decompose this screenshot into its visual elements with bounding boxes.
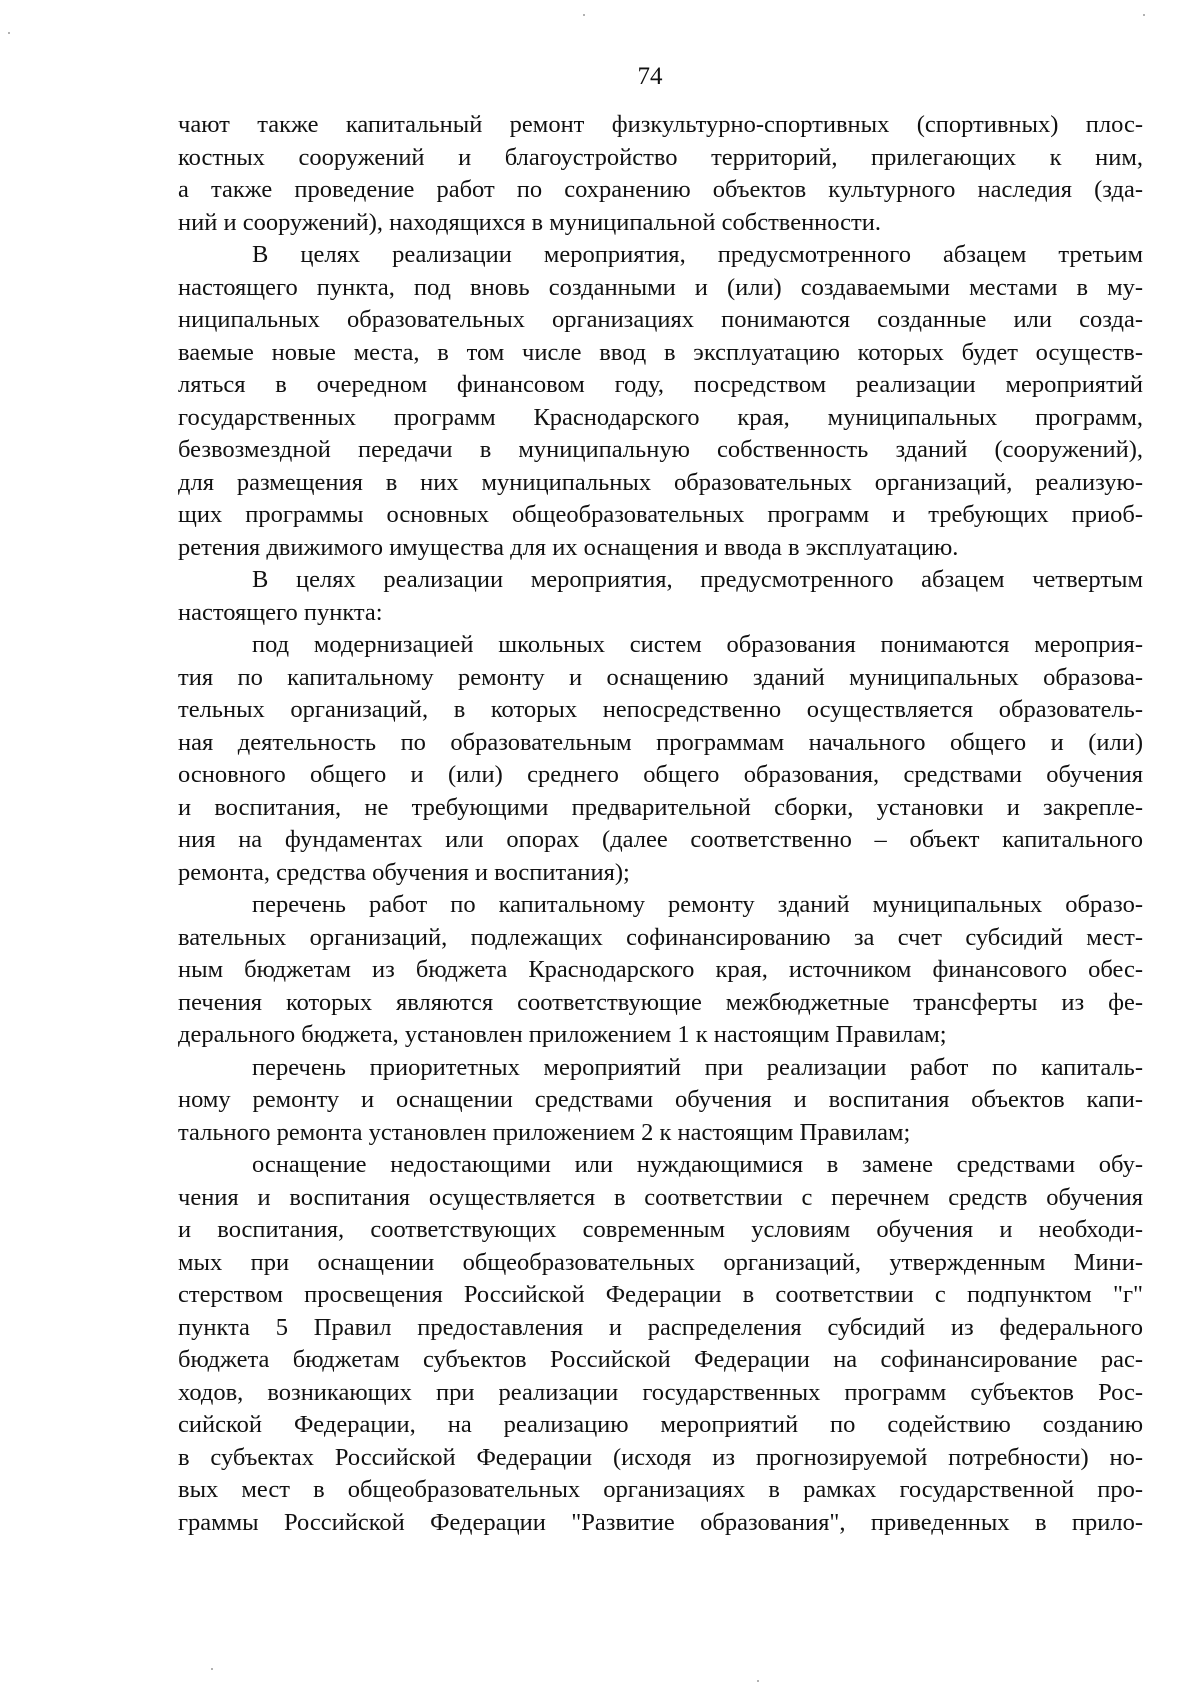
text-line: щих программы основных общеобразовательных программ и требующих приоб- (178, 501, 1143, 528)
text-line: государственных программ Краснодарского края, муниципальных программ, (178, 403, 1143, 431)
text-line: тельных организаций, в которых непосредственно осуществляется образователь- (178, 696, 1143, 723)
text-line: печения которых являются соответствующие межбюджетные трансферты из фе- (178, 988, 1143, 1016)
text-line: под модернизацией школьных систем образования понимаются мероприя- (252, 631, 1143, 658)
text-line: тального ремонта установлен приложением 2 к настоящим Правилам; (178, 1118, 911, 1146)
text-line: в субъектах Российской Федерации (исходя из прогнозируемой потребности) но- (178, 1443, 1143, 1471)
text-line: ная деятельность по образовательным программам начального общего и (или) (178, 728, 1143, 756)
text-line: ремонта, средства обучения и воспитания); (178, 858, 630, 886)
text-line: бюджета бюджетам субъектов Российской Федерации на софинансирование рас- (178, 1346, 1143, 1373)
text-line: перечень работ по капитальному ремонту зданий муниципальных образо- (252, 891, 1143, 918)
scan-speck (583, 14, 585, 16)
scan-speck (211, 1668, 213, 1670)
text-line: дерального бюджета, установлен приложением 1 к настоящим Правилам; (178, 1021, 947, 1048)
text-line: костных сооружений и благоустройство территорий, прилегающих к ним, (178, 143, 1143, 171)
text-line: чают также капитальный ремонт физкультурно-спортивных (спортивных) плос- (178, 111, 1143, 138)
text-line: основного общего и (или) среднего общего образования, средствами обучения (178, 761, 1143, 788)
scan-speck (8, 32, 10, 34)
text-line: для размещения в них муниципальных образовательных организаций, реализую- (178, 468, 1143, 496)
text-line: вых мест в общеобразовательных организациях в рамках государственной про- (178, 1476, 1143, 1503)
text-line: настоящего пункта, под вновь созданными и (или) создаваемыми местами в му- (178, 273, 1143, 301)
text-line: а также проведение работ по сохранению объектов культурного наследия (зда- (178, 176, 1143, 203)
text-line: и воспитания, не требующими предварительной сборки, установки и закрепле- (178, 793, 1143, 821)
text-line: ному ремонту и оснащении средствами обучения и воспитания объектов капи- (178, 1086, 1143, 1113)
scan-speck (1143, 14, 1145, 16)
page-number: 74 (637, 63, 663, 90)
scan-speck (757, 1680, 759, 1682)
text-line: В целях реализации мероприятия, предусмотренного абзацем четвертым (252, 566, 1143, 593)
text-line: стерством просвещения Российской Федерации в соответствии с подпунктом "г" (178, 1281, 1143, 1308)
text-line: пункта 5 Правил предоставления и распределения субсидий из федерального (178, 1313, 1143, 1341)
text-line: тия по капитальному ремонту и оснащению зданий муниципальных образова- (178, 663, 1143, 691)
text-line: ляться в очередном финансовом году, посредством реализации мероприятий (178, 371, 1143, 398)
text-line: В целях реализации мероприятия, предусмотренного абзацем третьим (252, 241, 1143, 268)
text-line: ретения движимого имущества для их оснащения и ввода в эксплуатацию. (178, 533, 959, 561)
document-body (178, 109, 1143, 1539)
text-line: граммы Российской Федерации "Развитие образования", приведенных в прило- (178, 1508, 1143, 1536)
text-line: сийской Федерации, на реализацию мероприятий по содействию созданию (178, 1411, 1143, 1438)
text-line: вательных организаций, подлежащих софинансированию за счет субсидий мест- (178, 923, 1143, 951)
text-line: ний и сооружений), находящихся в муниципальной собственности. (178, 208, 881, 236)
text-line: и воспитания, соответствующих современным условиям обучения и необходи- (178, 1216, 1143, 1243)
text-line: ным бюджетам из бюджета Краснодарского края, источником финансового обес- (178, 956, 1143, 983)
text-line: оснащение недостающими или нуждающимися в замене средствами обу- (252, 1151, 1143, 1178)
text-line: ходов, возникающих при реализации государственных программ субъектов Рос- (178, 1378, 1143, 1406)
text-line: настоящего пункта: (178, 598, 383, 626)
text-line: мых при оснащении общеобразовательных организаций, утвержденным Мини- (178, 1248, 1143, 1276)
text-line: ния на фундаментах или опорах (далее соответственно – объект капитального (178, 826, 1143, 853)
text-line: ваемые новые места, в том числе ввод в эксплуатацию которых будет осуществ- (178, 338, 1143, 366)
text-line: безвозмездной передачи в муниципальную собственность зданий (сооружений), (178, 436, 1143, 463)
text-line: перечень приоритетных мероприятий при реализации работ по капиталь- (252, 1053, 1143, 1081)
text-line: чения и воспитания осуществляется в соответствии с перечнем средств обучения (178, 1183, 1143, 1211)
text-line: ниципальных образовательных организациях понимаются созданные или созда- (178, 306, 1143, 333)
